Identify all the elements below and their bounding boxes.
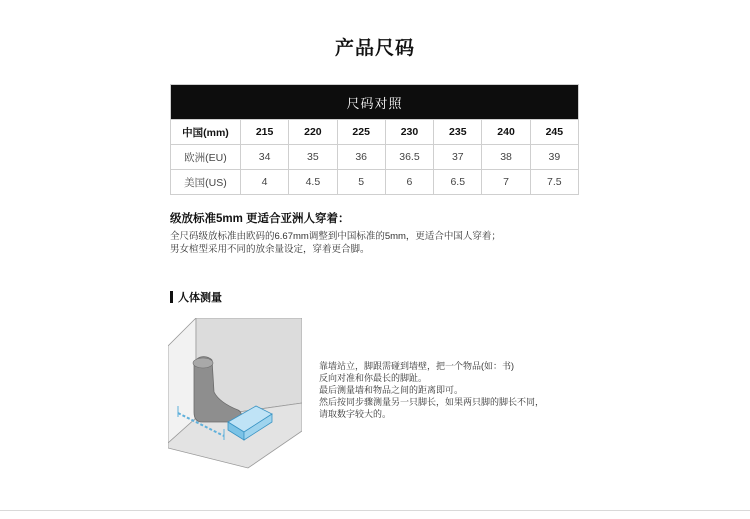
measure-instruction: 请取数字较大的。 bbox=[319, 409, 392, 419]
row-label-eu: 欧洲(EU) bbox=[171, 145, 241, 170]
table-cell: 240 bbox=[482, 120, 530, 145]
table-row-eu bbox=[171, 145, 579, 170]
table-cell: 235 bbox=[434, 120, 482, 145]
table-cell: 7 bbox=[482, 170, 530, 195]
table-cell: 37 bbox=[434, 145, 482, 170]
table-cell: 34 bbox=[240, 145, 288, 170]
table-cell: 35 bbox=[289, 145, 337, 170]
measure-instruction: 然后按同步骤测量另一只脚长，如果两只脚的脚长不同， bbox=[319, 397, 545, 407]
size-chart-header: 尺码对照 bbox=[171, 85, 579, 120]
table-cell: 38 bbox=[482, 145, 530, 170]
table-cell: 4.5 bbox=[289, 170, 337, 195]
table-cell: 230 bbox=[385, 120, 433, 145]
row-label-cn: 中国(mm) bbox=[171, 120, 241, 145]
table-cell: 6 bbox=[385, 170, 433, 195]
measure-instruction: 靠墙站立，脚跟需碰到墙壁，把一个物品(如：书) bbox=[319, 361, 514, 371]
footer-divider bbox=[0, 510, 750, 511]
table-cell: 39 bbox=[530, 145, 578, 170]
table-cell: 7.5 bbox=[530, 170, 578, 195]
table-cell: 215 bbox=[240, 120, 288, 145]
size-standard-note: 全尺码级放标准由欧码的6.67mm调整到中国标准的5mm，更适合中国人穿着； bbox=[170, 231, 501, 242]
table-cell: 4 bbox=[240, 170, 288, 195]
section-marker bbox=[170, 291, 173, 303]
table-cell: 36.5 bbox=[385, 145, 433, 170]
measure-instruction: 反向对准和你最长的脚趾。 bbox=[319, 373, 428, 383]
size-standard-heading: 级放标准5mm 更适合亚洲人穿着： bbox=[170, 213, 350, 225]
table-row-us bbox=[171, 170, 579, 195]
table-cell: 245 bbox=[530, 120, 578, 145]
measure-instruction: 最后测量墙和物品之间的距离即可。 bbox=[319, 385, 464, 395]
page-title: 产品尺码 bbox=[334, 38, 415, 59]
size-chart-table bbox=[170, 84, 579, 195]
table-cell: 6.5 bbox=[434, 170, 482, 195]
table-cell: 36 bbox=[337, 145, 385, 170]
size-standard-note: 男女楦型采用不同的放余量设定，穿着更合脚。 bbox=[170, 244, 370, 255]
table-cell: 220 bbox=[289, 120, 337, 145]
table-row-cn bbox=[171, 120, 579, 145]
row-label-us: 美国(US) bbox=[171, 170, 241, 195]
table-cell: 225 bbox=[337, 120, 385, 145]
foot-measure-illustration bbox=[168, 318, 302, 472]
table-cell: 5 bbox=[337, 170, 385, 195]
measure-section-title: 人体测量 bbox=[178, 292, 222, 304]
